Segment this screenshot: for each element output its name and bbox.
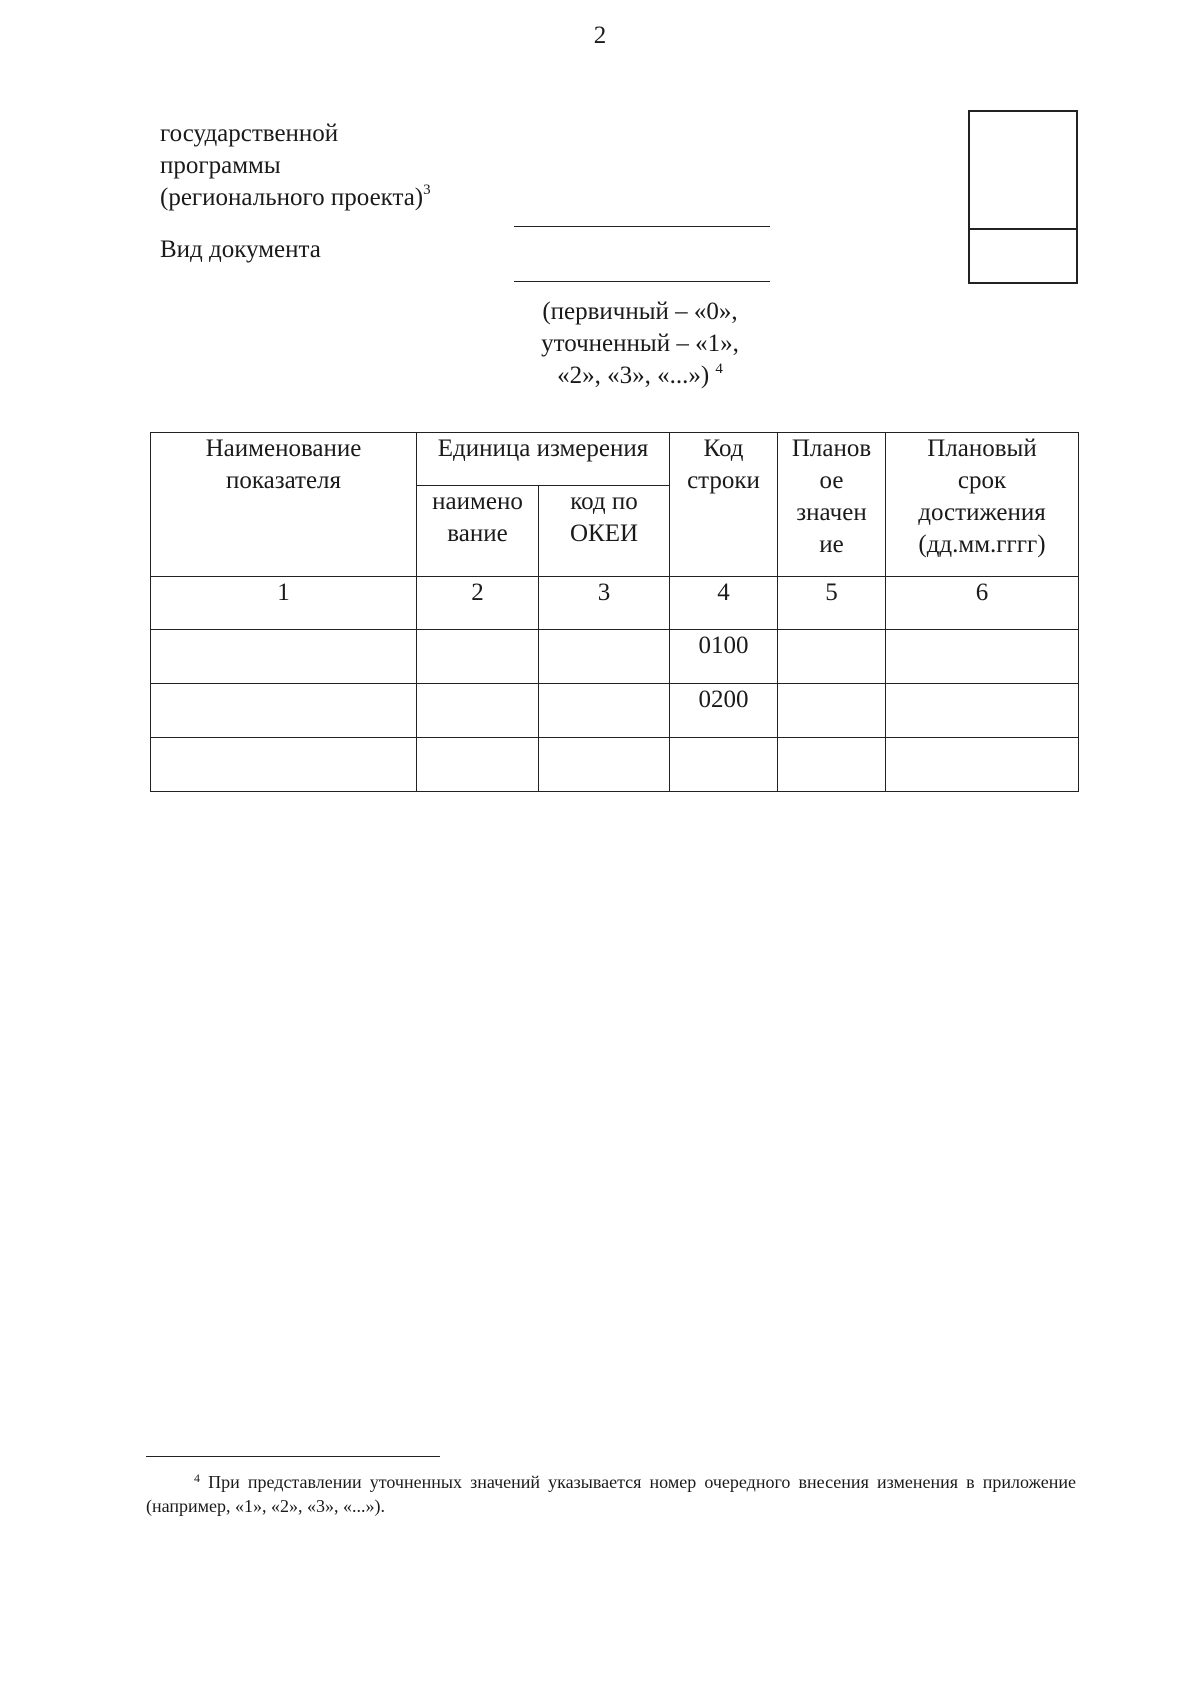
doc-type-label: Вид документа — [160, 236, 321, 263]
code-box-program-cell[interactable] — [970, 112, 1076, 230]
program-label-line1: государственной — [160, 120, 339, 147]
cell-planned-value[interactable] — [778, 738, 886, 792]
cell-unit-okei[interactable] — [539, 630, 670, 684]
program-label-line3 — [160, 182, 520, 214]
footnote-number: 4 — [194, 1471, 200, 1485]
footnote-ref-3: 3 — [423, 182, 431, 198]
cell-unit-name[interactable] — [417, 738, 539, 792]
header-unit-name: наимено вание — [417, 486, 539, 577]
cell-unit-name[interactable] — [417, 630, 539, 684]
cell-planned-value[interactable] — [778, 630, 886, 684]
footnote-ref-4: 4 — [715, 361, 723, 377]
program-label — [160, 118, 520, 214]
footnote-separator — [146, 1456, 440, 1457]
header-planned-value: Планов ое значен ие — [778, 433, 886, 577]
table-header-row — [151, 433, 1079, 486]
program-input-line[interactable] — [514, 226, 770, 227]
doc-type-note-line3-text: «2», «3», «...») — [557, 362, 710, 389]
column-number: 1 — [151, 577, 417, 630]
cell-unit-name[interactable] — [417, 684, 539, 738]
cell-unit-okei[interactable] — [539, 738, 670, 792]
doc-type-note-line3 — [500, 360, 780, 392]
table-row — [151, 738, 1079, 792]
header-unit-group: Единица измерения — [417, 433, 670, 486]
cell-row-code: 0200 — [670, 684, 778, 738]
table-row — [151, 684, 1079, 738]
column-number: 3 — [539, 577, 670, 630]
column-number: 6 — [886, 577, 1079, 630]
column-number: 4 — [670, 577, 778, 630]
header-indicator-name: Наименование показателя — [151, 433, 417, 577]
program-label-line3-text: (регионального проекта) — [160, 184, 424, 211]
footnote-text: При представлении уточненных значений указывается номер очередного внесения изменения в приложение (например, «1», «2», «3», «...»). — [146, 1472, 1076, 1516]
cell-planned-date[interactable] — [886, 738, 1079, 792]
column-numbers-row — [151, 577, 1079, 630]
table-row — [151, 630, 1079, 684]
column-number: 5 — [778, 577, 886, 630]
page-number: 2 — [593, 22, 607, 49]
header-row-code: Код строки — [670, 433, 778, 577]
indicators-table — [150, 432, 1079, 792]
code-box — [968, 110, 1078, 284]
cell-indicator-name[interactable] — [151, 684, 417, 738]
header-planned-date: Плановый срок достижения (дд.мм.гггг) — [886, 433, 1079, 577]
column-number: 2 — [417, 577, 539, 630]
cell-indicator-name[interactable] — [151, 630, 417, 684]
cell-indicator-name[interactable] — [151, 738, 417, 792]
doc-type-input-line[interactable] — [514, 281, 770, 282]
header-unit-okei: код по ОКЕИ — [539, 486, 670, 577]
doc-type-note-line2: уточненный – «1», — [541, 330, 739, 357]
program-label-line2: программы — [160, 152, 281, 179]
footnote — [146, 1470, 1076, 1518]
cell-unit-okei[interactable] — [539, 684, 670, 738]
cell-planned-date[interactable] — [886, 684, 1079, 738]
cell-row-code: 0100 — [670, 630, 778, 684]
doc-type-note — [500, 296, 780, 392]
cell-planned-value[interactable] — [778, 684, 886, 738]
cell-planned-date[interactable] — [886, 630, 1079, 684]
doc-type-note-line1: (первичный – «0», — [542, 298, 738, 325]
cell-row-code — [670, 738, 778, 792]
